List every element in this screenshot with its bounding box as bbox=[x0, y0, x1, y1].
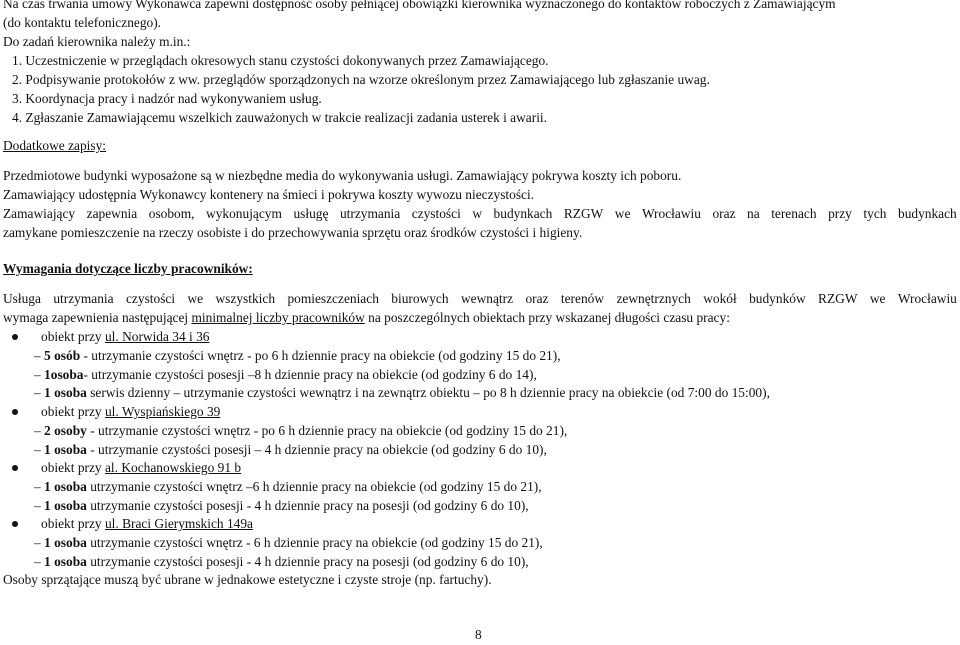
staff-count: 1 osoba bbox=[44, 385, 87, 400]
object-prefix: obiekt przy bbox=[41, 460, 105, 475]
word: wszystkich bbox=[215, 291, 276, 306]
staff-row bbox=[34, 533, 543, 553]
object-address: al. Kochanowskiego 91 b bbox=[104, 460, 242, 475]
word: wykonującym bbox=[206, 206, 282, 221]
dash: – bbox=[34, 367, 45, 382]
word: Wrocławiu bbox=[897, 291, 957, 306]
staff-row bbox=[34, 552, 529, 572]
word: osobom, bbox=[148, 206, 195, 221]
object-item bbox=[12, 458, 241, 478]
staff-detail: utrzymanie czystości posesji - 4 h dziennie pracy na posesji (od godziny 6 do 10), bbox=[86, 498, 529, 513]
word: biurowych bbox=[391, 291, 449, 306]
object-prefix: obiekt przy bbox=[41, 404, 105, 419]
word: utrzymania bbox=[53, 291, 114, 306]
object-item bbox=[12, 402, 220, 422]
extra-paragraph-3-line-1 bbox=[3, 204, 957, 224]
object-address: ul. Braci Gierymskich 149a bbox=[104, 516, 253, 531]
word: Usługa bbox=[3, 291, 41, 306]
object-prefix: obiekt przy bbox=[41, 329, 105, 344]
object-address: ul. Norwida 34 i 36 bbox=[104, 329, 210, 344]
staff-count: 1osoba bbox=[44, 367, 84, 382]
staff-detail: - utrzymanie czystości wnętrz - po 6 h dziennie pracy na obiekcie (od godziny 15 do 21), bbox=[86, 423, 568, 438]
word: RZGW bbox=[818, 291, 858, 306]
extra-heading: Dodatkowe zapisy: bbox=[3, 138, 107, 153]
intro-line-1: Na czas trwania umowy Wykonawca zapewni dostępność osoby pełniącej obowiązki kierownika wyznaczonego do kontaktów roboczych z Zamawiającym bbox=[3, 0, 836, 11]
word: oraz bbox=[525, 291, 549, 306]
word: tych bbox=[863, 206, 887, 221]
staff-count: 1 osoba bbox=[44, 498, 87, 513]
word: zapewnia bbox=[86, 206, 138, 221]
word: Wrocławiu bbox=[641, 206, 701, 221]
staff-row bbox=[34, 383, 770, 403]
staff-paragraph-line-2 bbox=[3, 308, 730, 328]
object-prefix: obiekt przy bbox=[41, 516, 105, 531]
task-item: 4. Zgłaszanie Zamawiającemu wszelkich zauważonych w trakcie realizacji zadania usterek i awarii. bbox=[12, 110, 547, 125]
word: utrzymania bbox=[339, 206, 401, 221]
staff-row bbox=[34, 496, 529, 516]
dash: – bbox=[34, 385, 45, 400]
staff-row bbox=[34, 440, 547, 460]
dash: – bbox=[34, 423, 45, 438]
staff-count: 1 osoba bbox=[44, 442, 87, 457]
word: RZGW bbox=[563, 206, 604, 221]
word: pomieszczeniach bbox=[287, 291, 379, 306]
staff-count: 5 osób bbox=[44, 348, 81, 363]
dash: – bbox=[34, 554, 45, 569]
dash: – bbox=[34, 479, 45, 494]
staff-paragraph-line-1 bbox=[3, 289, 957, 309]
staff-row bbox=[34, 421, 567, 441]
word: usługę bbox=[293, 206, 329, 221]
dash: – bbox=[34, 442, 45, 457]
word: budynków bbox=[749, 291, 806, 306]
bullet-icon bbox=[12, 409, 18, 415]
word: terenów bbox=[560, 291, 605, 306]
dash: – bbox=[34, 498, 45, 513]
word: terenach bbox=[771, 206, 817, 221]
object-item bbox=[12, 514, 253, 534]
staff-text-underlined: minimalnej liczby pracowników bbox=[191, 310, 365, 325]
word: na bbox=[747, 206, 760, 221]
page-number: 8 bbox=[475, 627, 482, 642]
word: zewnętrznych bbox=[616, 291, 691, 306]
task-item: 1. Uczestniczenie w przeglądach okresowych stanu czystości dokonywanych przez Zamawiającego. bbox=[12, 53, 549, 68]
extra-paragraph-2: Zamawiający udostępnia Wykonawcy kontenery na śmieci i pokrywa koszty wywozu nieczystości. bbox=[3, 187, 535, 202]
staff-row bbox=[34, 477, 542, 497]
intro-line-2: (do kontaktu telefonicznego). bbox=[3, 15, 162, 30]
staff-count: 1 osoba bbox=[44, 535, 87, 550]
staff-detail: utrzymanie czystości wnętrz - 6 h dziennie pracy na obiekcie (od godziny 15 do 21), bbox=[86, 535, 543, 550]
staff-detail: - utrzymanie czystości wnętrz - po 6 h dziennie pracy na obiekcie (od godziny 15 do 21), bbox=[80, 348, 561, 363]
staff-count: 1 osoba bbox=[44, 479, 87, 494]
staff-detail: - utrzymanie czystości posesji –8 h dziennie pracy na obiekcie (od godziny 6 do 14), bbox=[83, 367, 537, 382]
word: wewnątrz bbox=[460, 291, 514, 306]
dash: – bbox=[34, 348, 45, 363]
closing-text: Osoby sprzątające muszą być ubrane w jednakowe estetyczne i czyste stroje (np. fartuchy). bbox=[3, 572, 492, 587]
dash: – bbox=[34, 535, 45, 550]
word: oraz bbox=[712, 206, 736, 221]
tasks-heading: Do zadań kierownika należy m.in.: bbox=[3, 34, 191, 49]
staff-row bbox=[34, 346, 561, 366]
bullet-icon bbox=[12, 521, 18, 527]
word: we bbox=[869, 291, 886, 306]
staff-detail: - utrzymanie czystości posesji – 4 h dziennie pracy na obiekcie (od godziny 6 do 10), bbox=[86, 442, 547, 457]
staff-text: na poszczególnych obiektach przy wskazanej długości czasu pracy: bbox=[364, 310, 730, 325]
staff-text: wymaga zapewnienia następującej bbox=[3, 310, 192, 325]
object-address: ul. Wyspiańskiego 39 bbox=[104, 404, 221, 419]
word: Zamawiający bbox=[3, 206, 76, 221]
extra-paragraph-3-line-2: zamykane pomieszczenie na rzeczy osobiste i do przechowywania sprzętu oraz środków czystości i higieny. bbox=[3, 225, 583, 240]
word: budynkach bbox=[493, 206, 553, 221]
staff-count: 1 osoba bbox=[44, 554, 87, 569]
task-item: 3. Koordynacja pracy i nadzór nad wykonywaniem usług. bbox=[12, 91, 322, 106]
staff-row bbox=[34, 365, 537, 385]
staff-count: 2 osoby bbox=[44, 423, 87, 438]
staff-heading: Wymagania dotyczące liczby pracowników: bbox=[3, 261, 253, 276]
word: wokół bbox=[703, 291, 737, 306]
bullet-icon bbox=[12, 334, 18, 340]
word: czystości bbox=[411, 206, 461, 221]
word: w bbox=[472, 206, 483, 221]
staff-detail: utrzymanie czystości wnętrz –6 h dziennie pracy na obiekcie (od godziny 15 do 21), bbox=[86, 479, 542, 494]
staff-detail: utrzymanie czystości posesji - 4 h dziennie pracy na posesji (od godziny 6 do 10), bbox=[86, 554, 529, 569]
task-item: 2. Podpisywanie protokołów z ww. przeglądów sporządzonych na wzorze określonym przez Zamawiającego lub zgłaszanie uwag. bbox=[12, 72, 710, 87]
object-item bbox=[12, 327, 209, 347]
word: we bbox=[187, 291, 204, 306]
bullet-icon bbox=[12, 465, 18, 471]
word: budynkach bbox=[898, 206, 957, 221]
word: czystości bbox=[125, 291, 176, 306]
word: przy bbox=[828, 206, 852, 221]
extra-paragraph-1: Przedmiotowe budynki wyposażone są w niezbędne media do wykonywania usługi. Zamawiający pokrywa koszty ich poboru. bbox=[3, 168, 682, 183]
word: we bbox=[614, 206, 631, 221]
staff-detail: serwis dzienny – utrzymanie czystości wewnątrz i na zewnątrz obiektu – po 8 h dziennie pracy na obiekcie (od 7:00 do 15:00), bbox=[86, 385, 770, 400]
